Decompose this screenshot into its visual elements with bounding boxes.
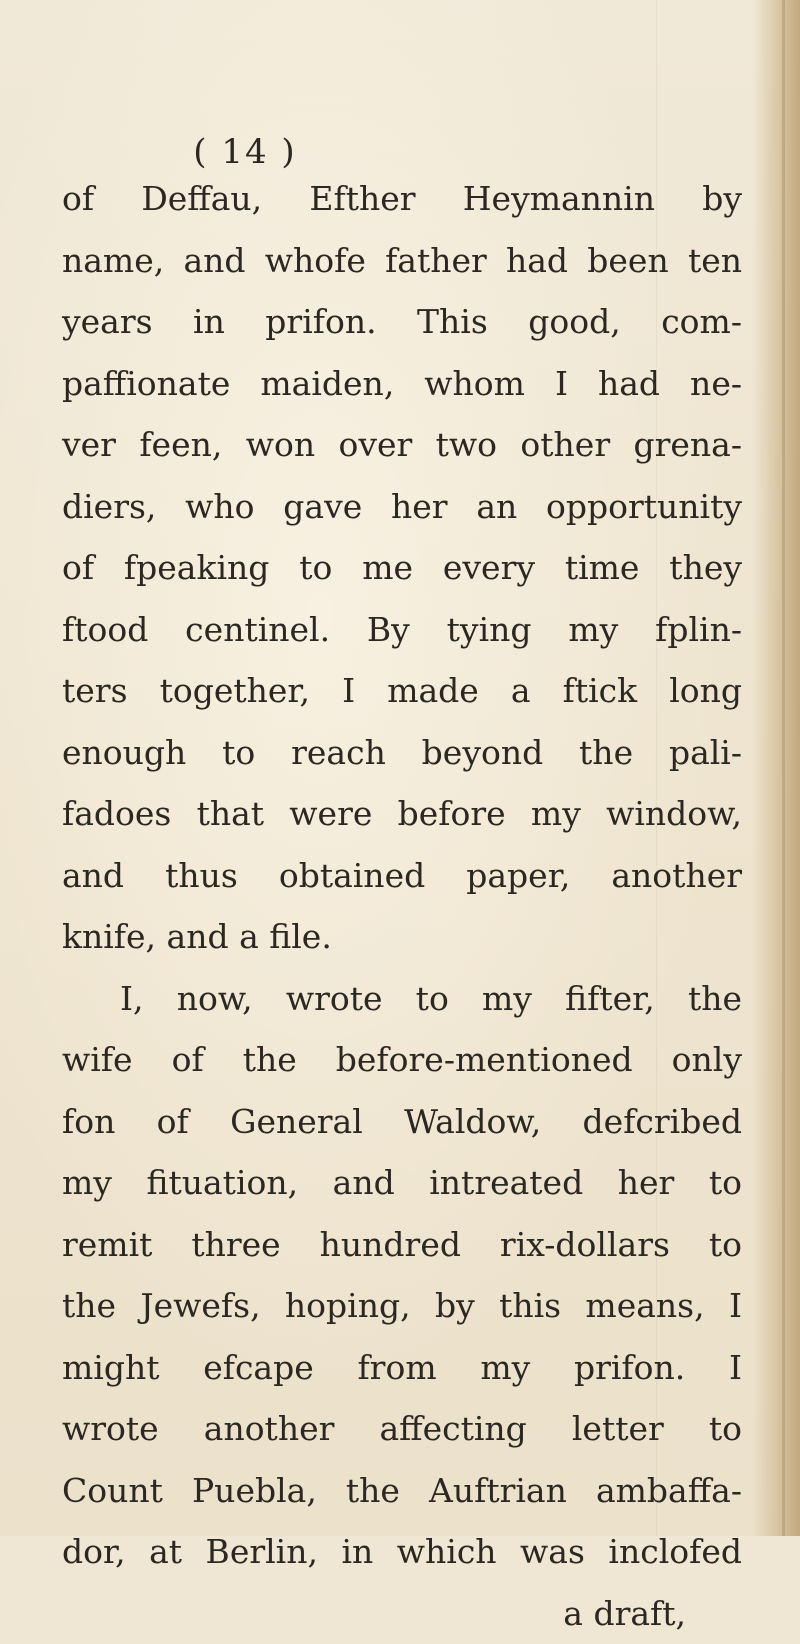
text-line: fadoes that were before my window, [62, 783, 742, 845]
text-line: of Deffau, Efther Heymannin by [62, 168, 742, 230]
page-edge [752, 0, 800, 1536]
text-line: remit three hundred rix-dollars to [62, 1214, 742, 1276]
text-line: dor, at Berlin, in which was inclofed [62, 1521, 742, 1583]
text-line: and thus obtained paper, another [62, 845, 742, 907]
text-line: might efcape from my prifon. I [62, 1337, 742, 1399]
text-line: years in prifon. This good, com- [62, 291, 742, 353]
text-line: diers, who gave her an opportunity [62, 476, 742, 538]
body-text [62, 168, 742, 1644]
text-line: ver feen, won over two other grena- [62, 414, 742, 476]
text-line: paffionate maiden, whom I had ne- [62, 353, 742, 415]
catchword: a draft, [62, 1583, 742, 1644]
text-line: fon of General Waldow, defcribed [62, 1091, 742, 1153]
text-line: ters together, I made a ftick long [62, 660, 742, 722]
text-line: wrote another affecting letter to [62, 1398, 742, 1460]
text-line: my fituation, and intreated her to [62, 1152, 742, 1214]
text-line: wife of the before-mentioned only [62, 1029, 742, 1091]
paragraph-end-line: knife, and a file. [62, 906, 742, 968]
text-line: ftood centinel. By tying my fplin- [62, 599, 742, 661]
page-number: ( 14 ) [160, 132, 330, 172]
text-line: Count Puebla, the Auftrian ambaffa- [62, 1460, 742, 1522]
text-line: the Jewefs, hoping, by this means, I [62, 1275, 742, 1337]
text-line: name, and whofe father had been ten [62, 230, 742, 292]
text-line: of fpeaking to me every time they [62, 537, 742, 599]
text-line: enough to reach beyond the pali- [62, 722, 742, 784]
paragraph-start-line: I, now, wrote to my fifter, the [62, 968, 742, 1030]
